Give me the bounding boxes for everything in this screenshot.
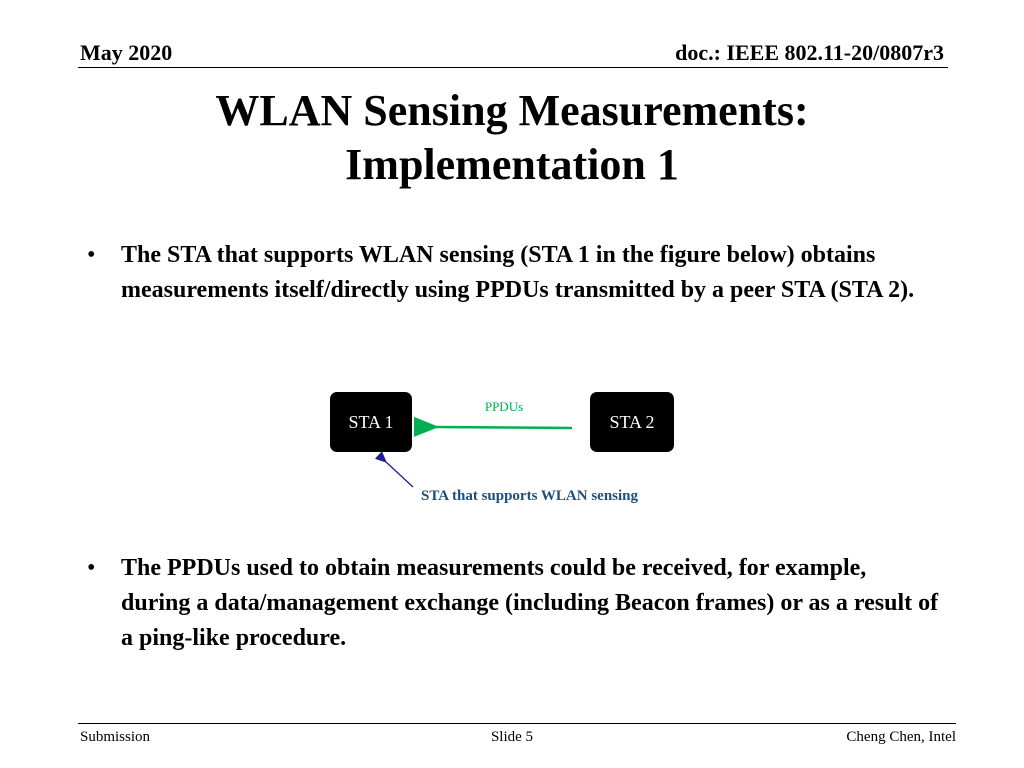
ppdu-link-label: PPDUs bbox=[484, 399, 524, 414]
sta-1-node: STA 1 bbox=[330, 392, 412, 452]
footer-divider bbox=[78, 723, 956, 724]
bullet-marker: • bbox=[87, 555, 96, 581]
footer-author: Cheng Chen, Intel bbox=[846, 729, 956, 745]
bullet-text-2: The PPDUs used to obtain measurements could be received, for example, during a data/management exchange (including Beacon frames) or as a result of a ping-like procedure. bbox=[121, 555, 939, 651]
footer-slide-number: Slide 5 bbox=[490, 729, 534, 745]
bullet-marker: • bbox=[87, 242, 96, 268]
bullet-text-1: The STA that supports WLAN sensing (STA 1 in the figure below) obtains measurements itself/directly using PPDUs transmitted by a peer STA (STA 2). bbox=[121, 242, 915, 303]
sensing-sta-annotation: STA that supports WLAN sensing bbox=[421, 488, 639, 504]
bullet-item-2 bbox=[87, 551, 941, 656]
slide-title-line-2: Implementation 1 bbox=[345, 140, 679, 189]
bullet-item-1 bbox=[87, 238, 941, 308]
footer-submission: Submission bbox=[80, 729, 151, 745]
annotation-pointer-arrow bbox=[386, 462, 413, 487]
slide-title-line-1: WLAN Sensing Measurements: bbox=[215, 86, 809, 135]
header-divider bbox=[78, 67, 948, 68]
ppdu-link-arrow bbox=[434, 427, 572, 428]
header-doc-id: doc.: IEEE 802.11-20/0807r3 bbox=[675, 40, 944, 65]
sta-2-node: STA 2 bbox=[590, 392, 674, 452]
header-date: May 2020 bbox=[80, 40, 173, 65]
slide-title bbox=[0, 84, 1024, 192]
